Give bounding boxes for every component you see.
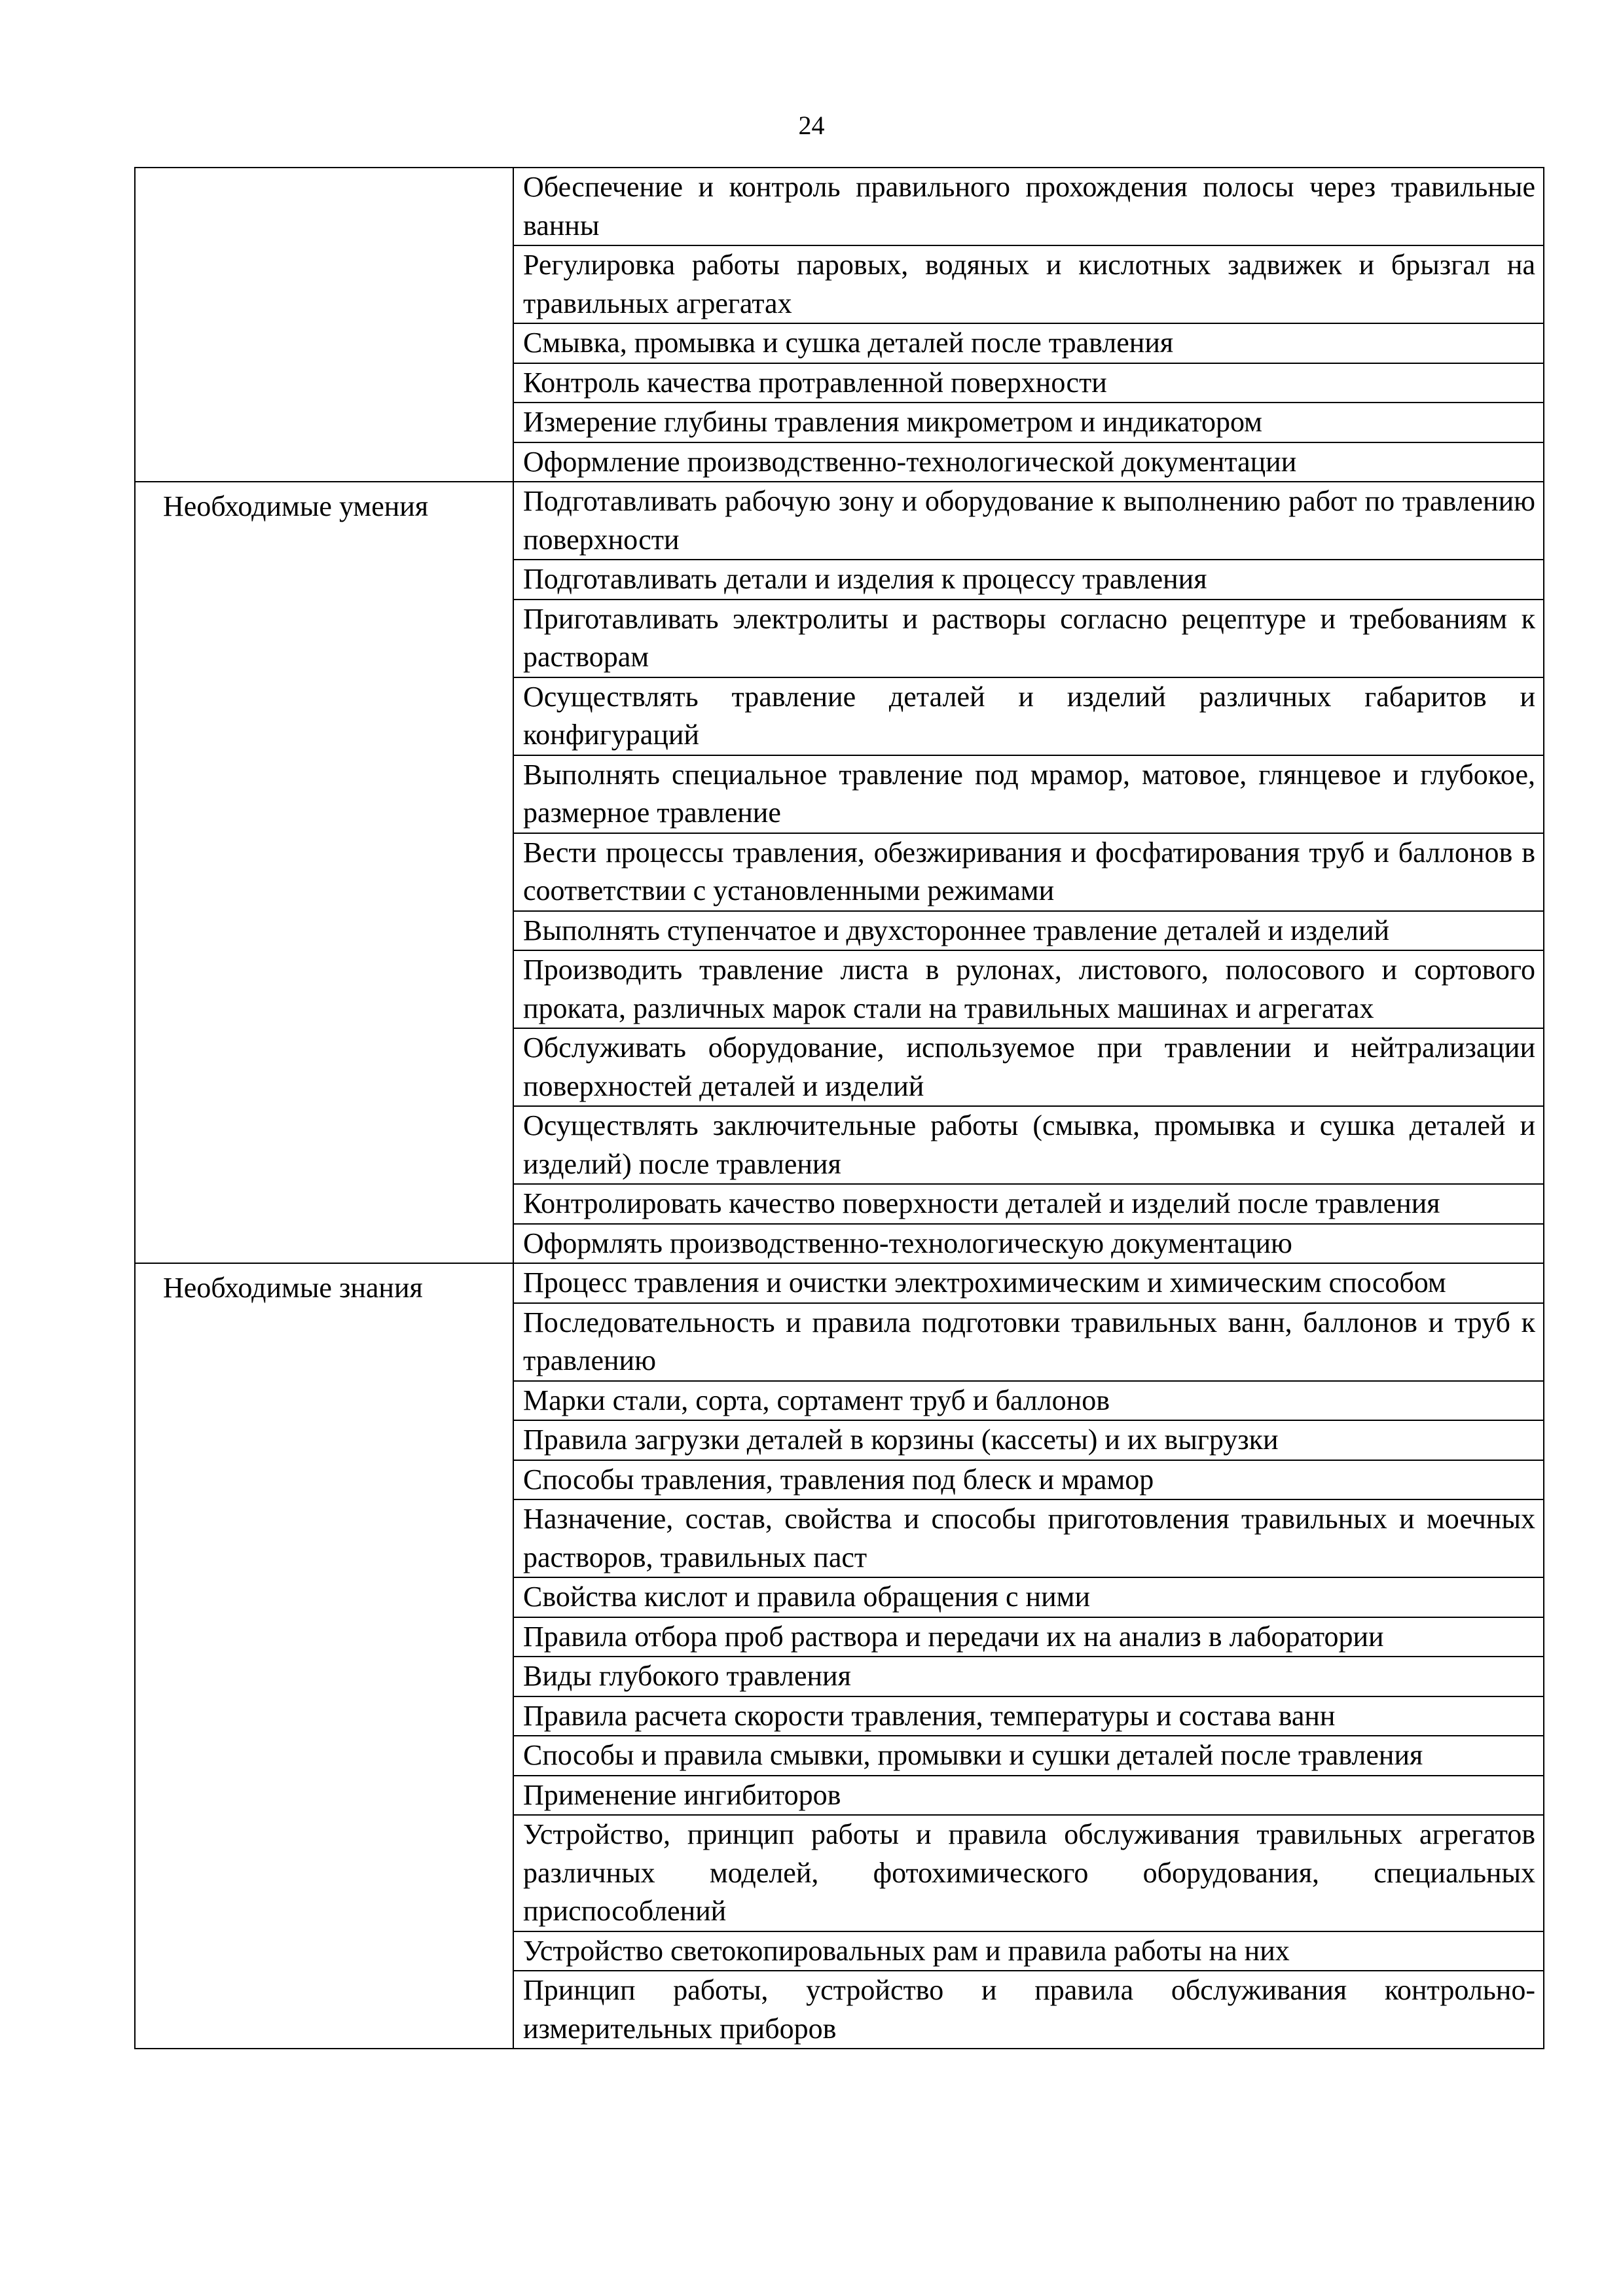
section-row — [135, 482, 1544, 1263]
list-item: Выполнять специальное травление под мрамор, матовое, глянцевое и глубокое, размерное травление — [514, 756, 1543, 834]
requirements-table — [134, 167, 1544, 2049]
list-item: Последовательность и правила подготовки травильных ванн, баллонов и труб к травлению — [514, 1304, 1543, 1382]
list-item: Подготавливать рабочую зону и оборудование к выполнению работ по травлению поверхности — [514, 482, 1543, 560]
section-label — [135, 168, 513, 482]
list-item: Производить травление листа в рулонах, листового, полосового и сортового проката, различных марок стали на травильных машинах и агрегатах — [514, 951, 1543, 1029]
list-item: Приготавливать электролиты и растворы согласно рецептуре и требованиям к растворам — [514, 600, 1543, 678]
section-items — [513, 168, 1544, 482]
section-row — [135, 1263, 1544, 2049]
list-item: Обслуживать оборудование, используемое при травлении и нейтрализации поверхностей деталей и изделий — [514, 1029, 1543, 1107]
list-item: Принцип работы, устройство и правила обслуживания контрольно-измерительных приборов — [523, 1974, 1535, 2045]
list-item: Процесс травления и очистки электрохимическим и химическим способом — [514, 1264, 1543, 1304]
list-item: Смывка, промывка и сушка деталей после травления — [514, 324, 1543, 364]
section-label: Необходимые знания — [135, 1263, 513, 2049]
list-item: Свойства кислот и правила обращения с ними — [514, 1578, 1543, 1618]
list-item: Измерение глубины травления микрометром и индикатором — [514, 403, 1543, 443]
section-label: Необходимые умения — [135, 482, 513, 1263]
page-number: 24 — [798, 111, 825, 140]
list-item: Назначение, состав, свойства и способы приготовления травильных и моечных растворов, травильных паст — [514, 1500, 1543, 1578]
list-item: Оформление производственно-технологической документации — [523, 445, 1297, 478]
section-row — [135, 168, 1544, 482]
list-item: Применение ингибиторов — [514, 1776, 1543, 1816]
list-item: Осуществлять заключительные работы (смывка, промывка и сушка деталей и изделий) после травления — [514, 1107, 1543, 1185]
section-items — [513, 482, 1544, 1263]
list-item: Обеспечение и контроль правильного прохождения полосы через травильные ванны — [514, 168, 1543, 246]
list-item: Вести процессы травления, обезжиривания и фосфатирования труб и баллонов в соответствии с установленными режимами — [514, 834, 1543, 912]
list-item: Контролировать качество поверхности деталей и изделий после травления — [514, 1185, 1543, 1225]
list-item: Устройство светокопировальных рам и правила работы на них — [514, 1932, 1543, 1972]
list-item: Осуществлять травление деталей и изделий различных габаритов и конфигураций — [514, 678, 1543, 756]
list-item: Способы и правила смывки, промывки и сушки деталей после травления — [514, 1736, 1543, 1776]
list-item: Виды глубокого травления — [514, 1657, 1543, 1697]
list-item: Регулировка работы паровых, водяных и кислотных задвижек и брызгал на травильных агрегатах — [514, 246, 1543, 324]
list-item: Выполнять ступенчатое и двухстороннее травление деталей и изделий — [514, 912, 1543, 952]
list-item: Способы травления, травления под блеск и мрамор — [514, 1461, 1543, 1501]
list-item: Правила загрузки деталей в корзины (кассеты) и их выгрузки — [514, 1421, 1543, 1461]
list-item: Контроль качества протравленной поверхности — [514, 364, 1543, 404]
section-items — [513, 1263, 1544, 2049]
list-item: Правила расчета скорости травления, температуры и состава ванн — [514, 1697, 1543, 1737]
list-item: Марки стали, сорта, сортамент труб и баллонов — [514, 1382, 1543, 1422]
list-item: Оформлять производственно-технологическую документацию — [523, 1227, 1292, 1259]
list-item: Устройство, принцип работы и правила обслуживания травильных агрегатов различных моделей, фотохимического оборудования, специальных приспособлений — [514, 1816, 1543, 1932]
list-item: Подготавливать детали и изделия к процессу травления — [514, 560, 1543, 600]
list-item: Правила отбора проб раствора и передачи их на анализ в лаборатории — [514, 1618, 1543, 1658]
